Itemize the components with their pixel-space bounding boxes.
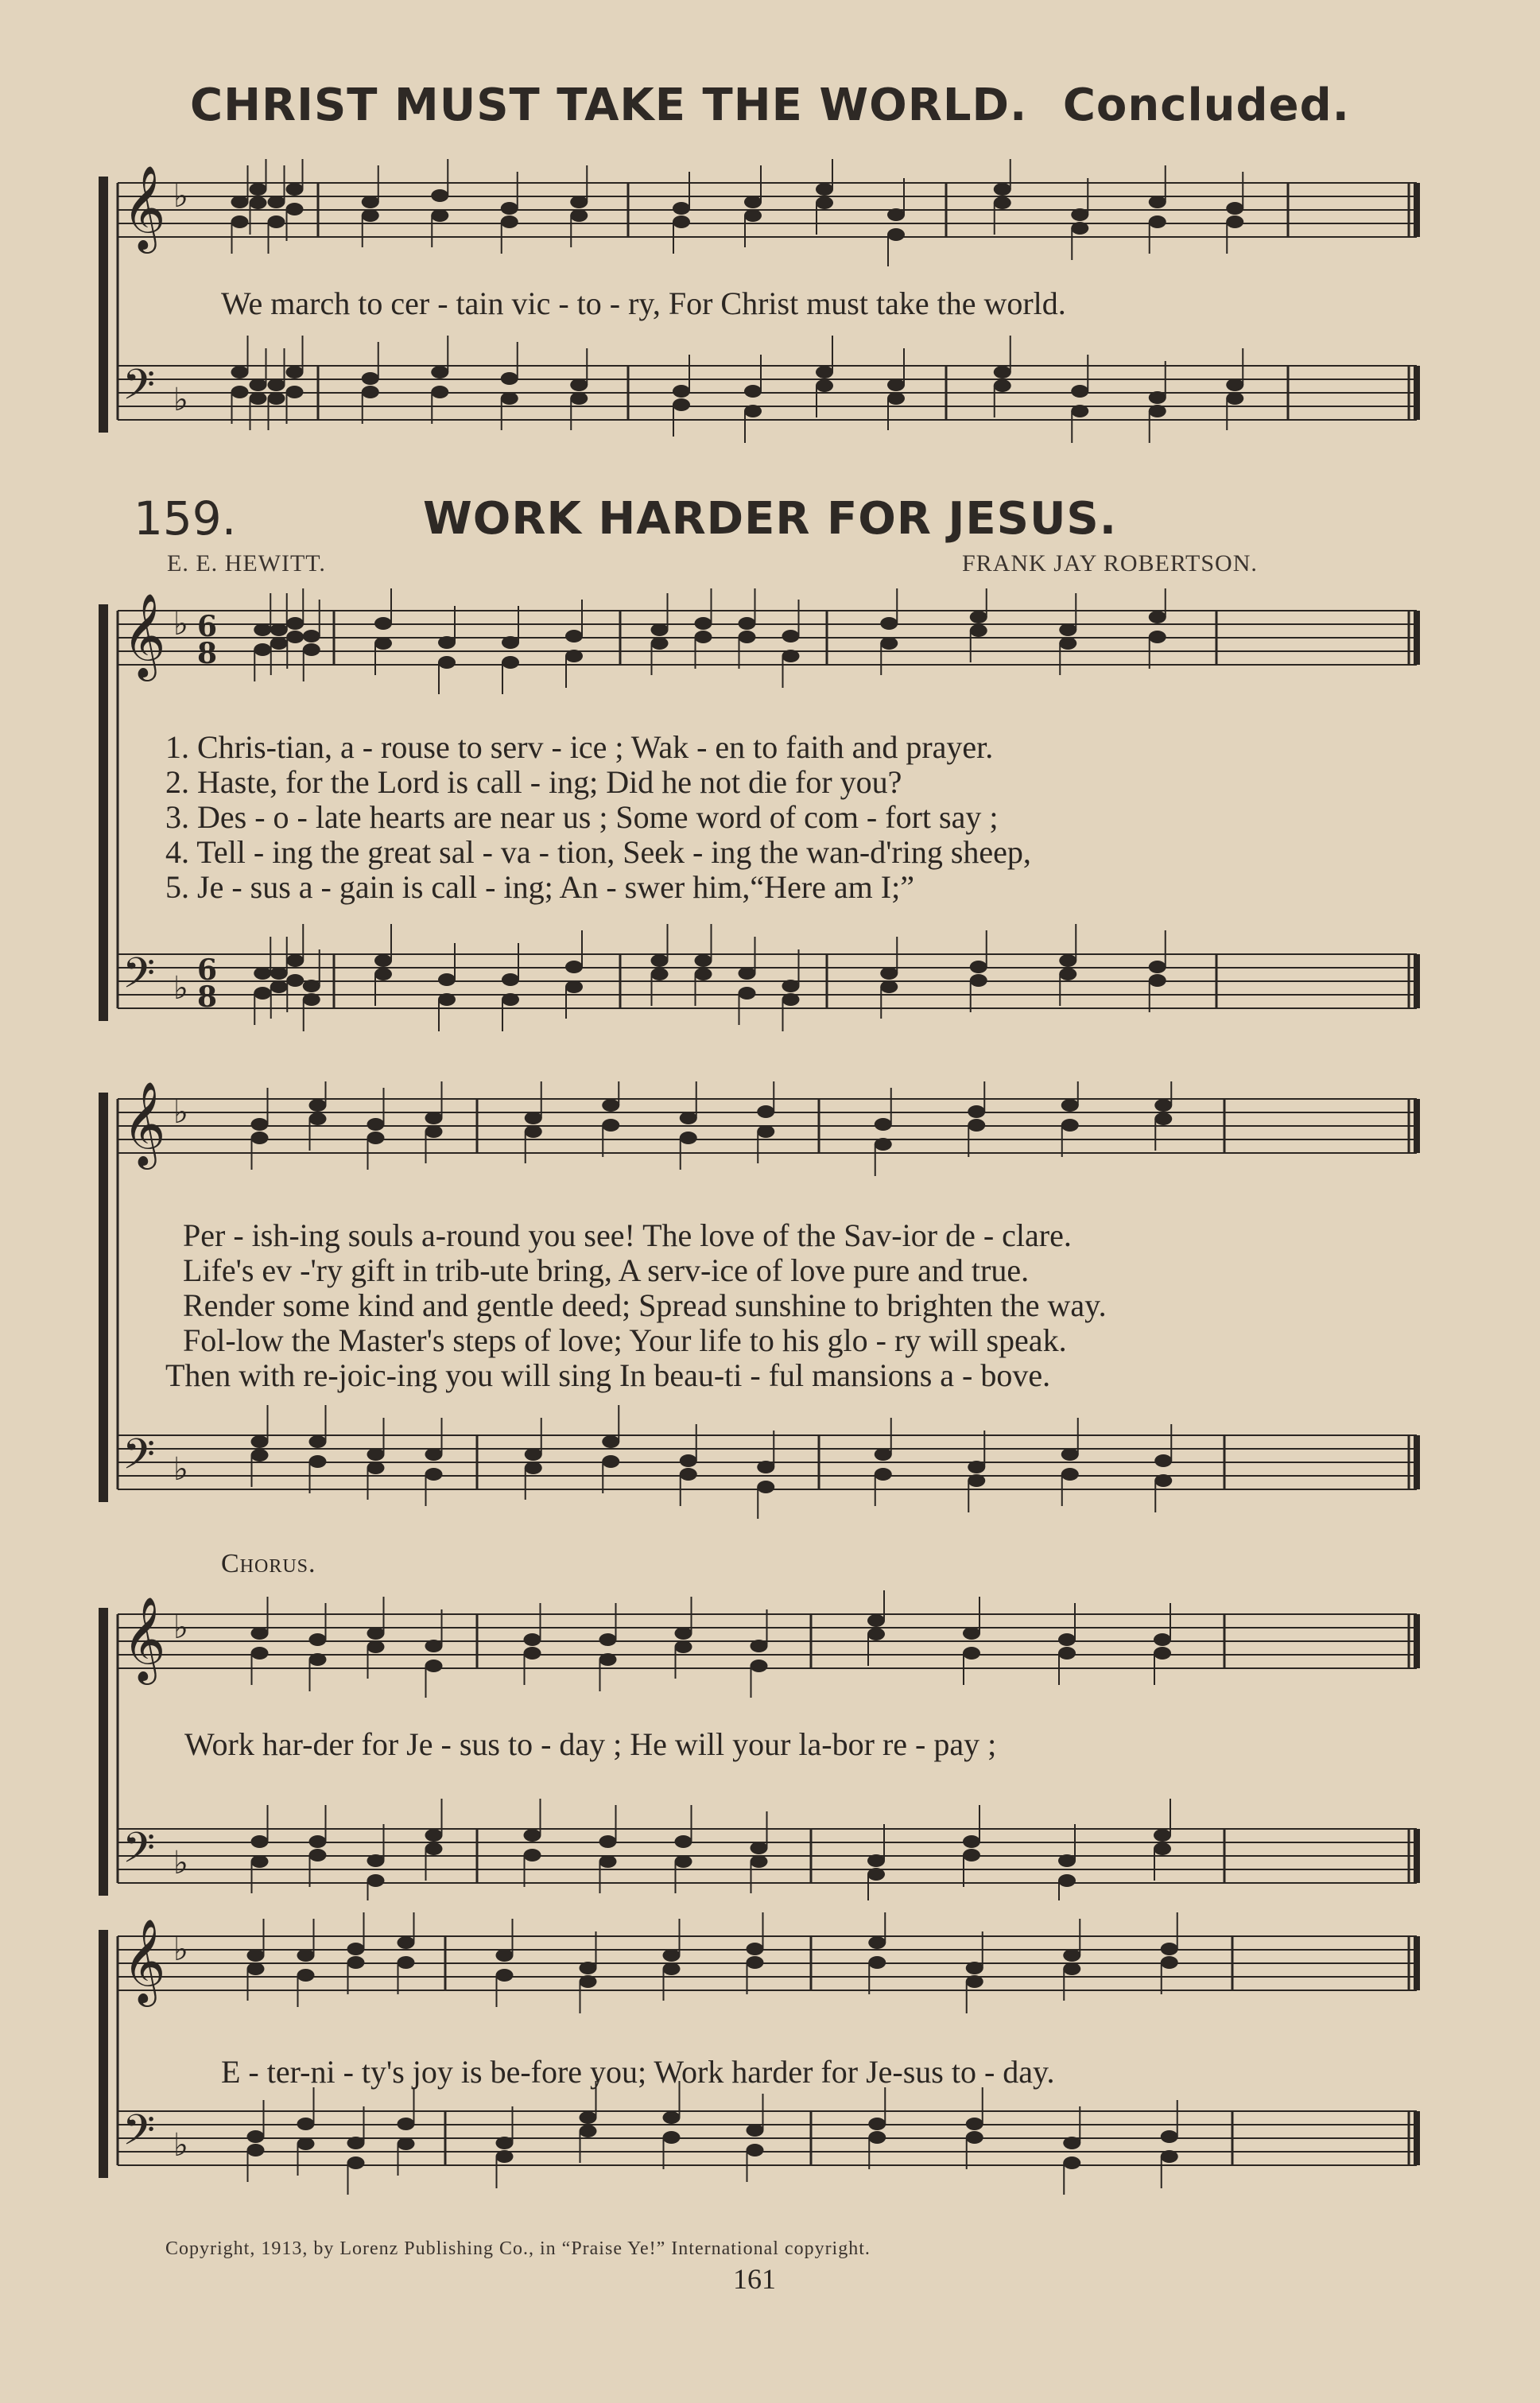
note-chord [525,1081,542,1163]
note-chord [739,588,756,669]
verse-4-line-b: Fol-low the Master's steps of love; Your life to his glo - ry will speak. [183,1322,1067,1358]
note-chord [362,165,379,247]
note-chord [247,1919,265,2001]
treble-staff [118,1912,1417,2013]
note-chord [963,1805,980,1887]
verse-5-line-b: Then with re-joic-ing you will sing In beau-ti - ful mansions a - bove. [165,1357,1051,1393]
note-chord [1149,588,1166,669]
note-chord [501,342,518,430]
note-chord [782,949,800,1031]
note-chord [680,1424,697,1506]
note-chord [1063,2106,1080,2195]
verse-3-line-b: Render some kind and gentle deed; Spread sunshine to brighten the way. [183,1287,1107,1323]
note-chord [425,1799,443,1881]
note-chord [398,1912,415,1994]
note-chord [887,348,905,430]
note-chord [565,600,583,688]
note-chord [1154,1424,1172,1512]
system-brace [99,1930,108,2178]
flat-icon: ♭ [173,606,188,642]
note-chord [1071,178,1088,260]
hymn-title: WORK HARDER FOR JESUS. [422,493,1118,545]
note-chord [1063,1919,1080,2001]
treble-staff [118,1081,1417,1176]
note-chord [816,336,833,417]
note-chord [1059,593,1076,675]
treble-clef-icon: 𝄞 [122,1918,166,2003]
note-chord [367,1418,385,1500]
note-chord [651,593,669,675]
flat-icon: ♭ [173,1845,188,1881]
note-chord [347,1912,365,1994]
note-chord [362,342,379,424]
note-chord [270,593,288,675]
note-chord [880,937,898,1019]
composer: FRANK JAY ROBERTSON. [962,550,1258,576]
chorus-lyric-1: Work har-der for Je - sus to - day ; He will your la-bor re - pay ; [184,1726,997,1762]
concluded-title-line [0,80,1540,131]
system-brace [99,177,108,433]
note-chord [502,606,519,694]
note-chord [994,336,1011,417]
note-chord [675,1805,692,1893]
bass-staff [118,1799,1417,1900]
note-chord [303,600,320,681]
note-chord [751,1811,768,1893]
note-chord [744,355,762,443]
treble-staff [118,159,1417,266]
concluded-title: CHRIST MUST TAKE THE WORLD. [190,80,1028,131]
note-chord [309,1805,327,1887]
system-brace [99,1093,108,1502]
note-chord [695,924,712,1006]
flat-icon: ♭ [173,382,188,418]
note-chord [880,588,898,675]
bass-clef-icon: 𝄢 [122,2106,156,2165]
end-barline [1409,183,1420,420]
flat-icon: ♭ [173,970,188,1007]
treble-clef-icon: 𝄞 [122,592,166,677]
verse-4-line-a: 4. Tell - ing the great sal - va - tion, Seek - ing the wan-d'ring sheep, [165,834,1031,870]
note-chord [1059,924,1076,1006]
treble-clef-icon: 𝄞 [122,165,166,250]
flat-icon: ♭ [173,2127,188,2164]
note-chord [966,1931,983,2013]
concluded-subtitle: Concluded. [1062,80,1350,131]
lyricist: E. E. HEWITT. [167,550,326,576]
note-chord [1161,1912,1178,1994]
note-chord [565,930,583,1019]
note-chord [968,1081,985,1157]
note-chord [868,1912,886,1994]
chorus-lyric-2: E - ter-ni - ty's joy is be-fore you; Work harder for Je-sus to - day. [221,2054,1055,2090]
verse-2-line-b: Life's ev -'ry gift in trib-ute bring, A serv-ice of love pure and true. [183,1252,1030,1288]
note-chord [438,943,456,1031]
bass-clef-icon: 𝄢 [122,1431,156,1489]
note-chord [782,600,800,688]
end-barline [1409,1936,1420,2165]
system-brace [99,1608,108,1896]
note-chord [1154,1799,1171,1881]
note-chord [250,348,267,430]
note-chord [309,1603,327,1691]
time-signature-top: 6 [197,610,218,643]
verse-1-line-a: 1. Chris-tian, a - rouse to serv - ice ; Wak - en to faith and prayer. [165,729,994,765]
flat-icon: ♭ [173,1451,188,1488]
note-chord [751,1609,768,1698]
note-chord [1061,1081,1079,1157]
note-chord [580,2081,597,2163]
note-chord [1058,1603,1076,1685]
note-chord [602,1081,619,1157]
note-chord [1149,930,1166,1012]
note-chord [347,2106,365,2195]
verse-2-line-a: 2. Haste, for the Lord is call - ing; Did he not die for you? [165,764,902,800]
note-chord [303,949,320,1031]
note-chord [747,1912,764,1994]
note-chord [251,1088,269,1170]
note-chord [501,172,518,254]
note-chord [1226,172,1243,254]
note-chord [757,1081,774,1163]
copyright-notice: Copyright, 1913, by Lorenz Publishing Co., in “Praise Ye!” International copyright. [165,2238,871,2259]
bass-clef-icon: 𝄢 [122,361,156,420]
bass-staff [118,336,1417,443]
note-chord [966,2087,983,2169]
note-chord [1071,355,1088,443]
note-chord [425,1081,443,1163]
note-chord [374,924,392,1006]
note-chord [251,1405,269,1487]
note-chord [651,924,669,1006]
verse-1-line-b: Per - ish-ing souls a-round you see! The love of the Sav-ior de - clare. [183,1217,1072,1253]
note-chord [425,1609,443,1698]
note-chord [968,1431,985,1512]
note-chord [570,165,588,247]
hymn-number: 159. [134,491,237,545]
bass-clef-icon: 𝄢 [122,949,156,1008]
note-chord [1154,1603,1171,1685]
system-brace [99,604,108,1021]
note-chord [251,1805,269,1893]
note-chord [496,2106,514,2188]
treble-staff [118,1590,1417,1698]
note-chord [297,2087,315,2176]
time-signature-top: 6 [197,953,218,987]
note-chord [268,348,285,430]
note-chord [970,930,987,1012]
note-chord [367,1597,385,1679]
note-chord [1149,361,1166,443]
note-chord [1226,348,1243,430]
chorus-label: Chorus. [221,1549,316,1578]
note-chord [270,937,288,1019]
verse-5-line-a: 5. Je - sus a - gain is call - ing; An - swer him,“Here am I;” [165,869,914,905]
note-chord [502,943,519,1031]
note-chord [1161,2100,1178,2188]
note-chord [570,348,588,430]
note-chord [374,588,392,675]
note-chord [580,1931,597,2013]
bass-staff [118,1405,1417,1519]
note-chord [675,1597,692,1679]
note-chord [887,178,905,266]
note-chord [868,2087,886,2169]
note-chord [286,588,304,669]
note-chord [525,1418,542,1500]
note-chord [367,1088,385,1170]
note-chord [695,588,712,669]
end-barline [1409,1099,1420,1489]
note-chord [524,1603,541,1685]
concluded-lyric: We march to cer - tain vic - to - ry, For Christ must take the world. [221,285,1066,321]
time-signature-bottom: 8 [197,637,218,670]
note-chord [673,172,690,254]
flat-icon: ♭ [173,1609,188,1646]
flat-icon: ♭ [173,178,188,215]
note-chord [875,1088,892,1176]
flat-icon: ♭ [173,1931,188,1968]
note-chord [438,606,456,694]
page-number: 161 [733,2263,776,2295]
verse-3-line-a: 3. Des - o - late hearts are near us ; Some word of com - fort say ; [165,799,999,835]
treble-clef-icon: 𝄞 [122,1081,166,1166]
note-chord [867,1824,885,1900]
note-chord [398,2087,415,2176]
note-chord [744,165,762,247]
treble-clef-icon: 𝄞 [122,1596,166,1681]
note-chord [663,1919,681,2001]
bass-clef-icon: 𝄢 [122,1824,156,1883]
note-chord [599,1805,617,1893]
note-chord [673,355,690,437]
note-chord [599,1603,617,1691]
bass-staff [118,2081,1417,2195]
end-barline [1409,611,1420,1008]
note-chord [286,159,304,241]
note-chord [367,1824,385,1900]
note-chord [247,2100,265,2182]
flat-icon: ♭ [173,1094,188,1131]
note-chord [431,159,448,247]
note-chord [1058,1824,1076,1900]
time-signature-bottom: 8 [197,980,218,1014]
bass-staff [118,924,1417,1031]
treble-staff [118,588,1417,694]
note-chord [757,1431,774,1519]
